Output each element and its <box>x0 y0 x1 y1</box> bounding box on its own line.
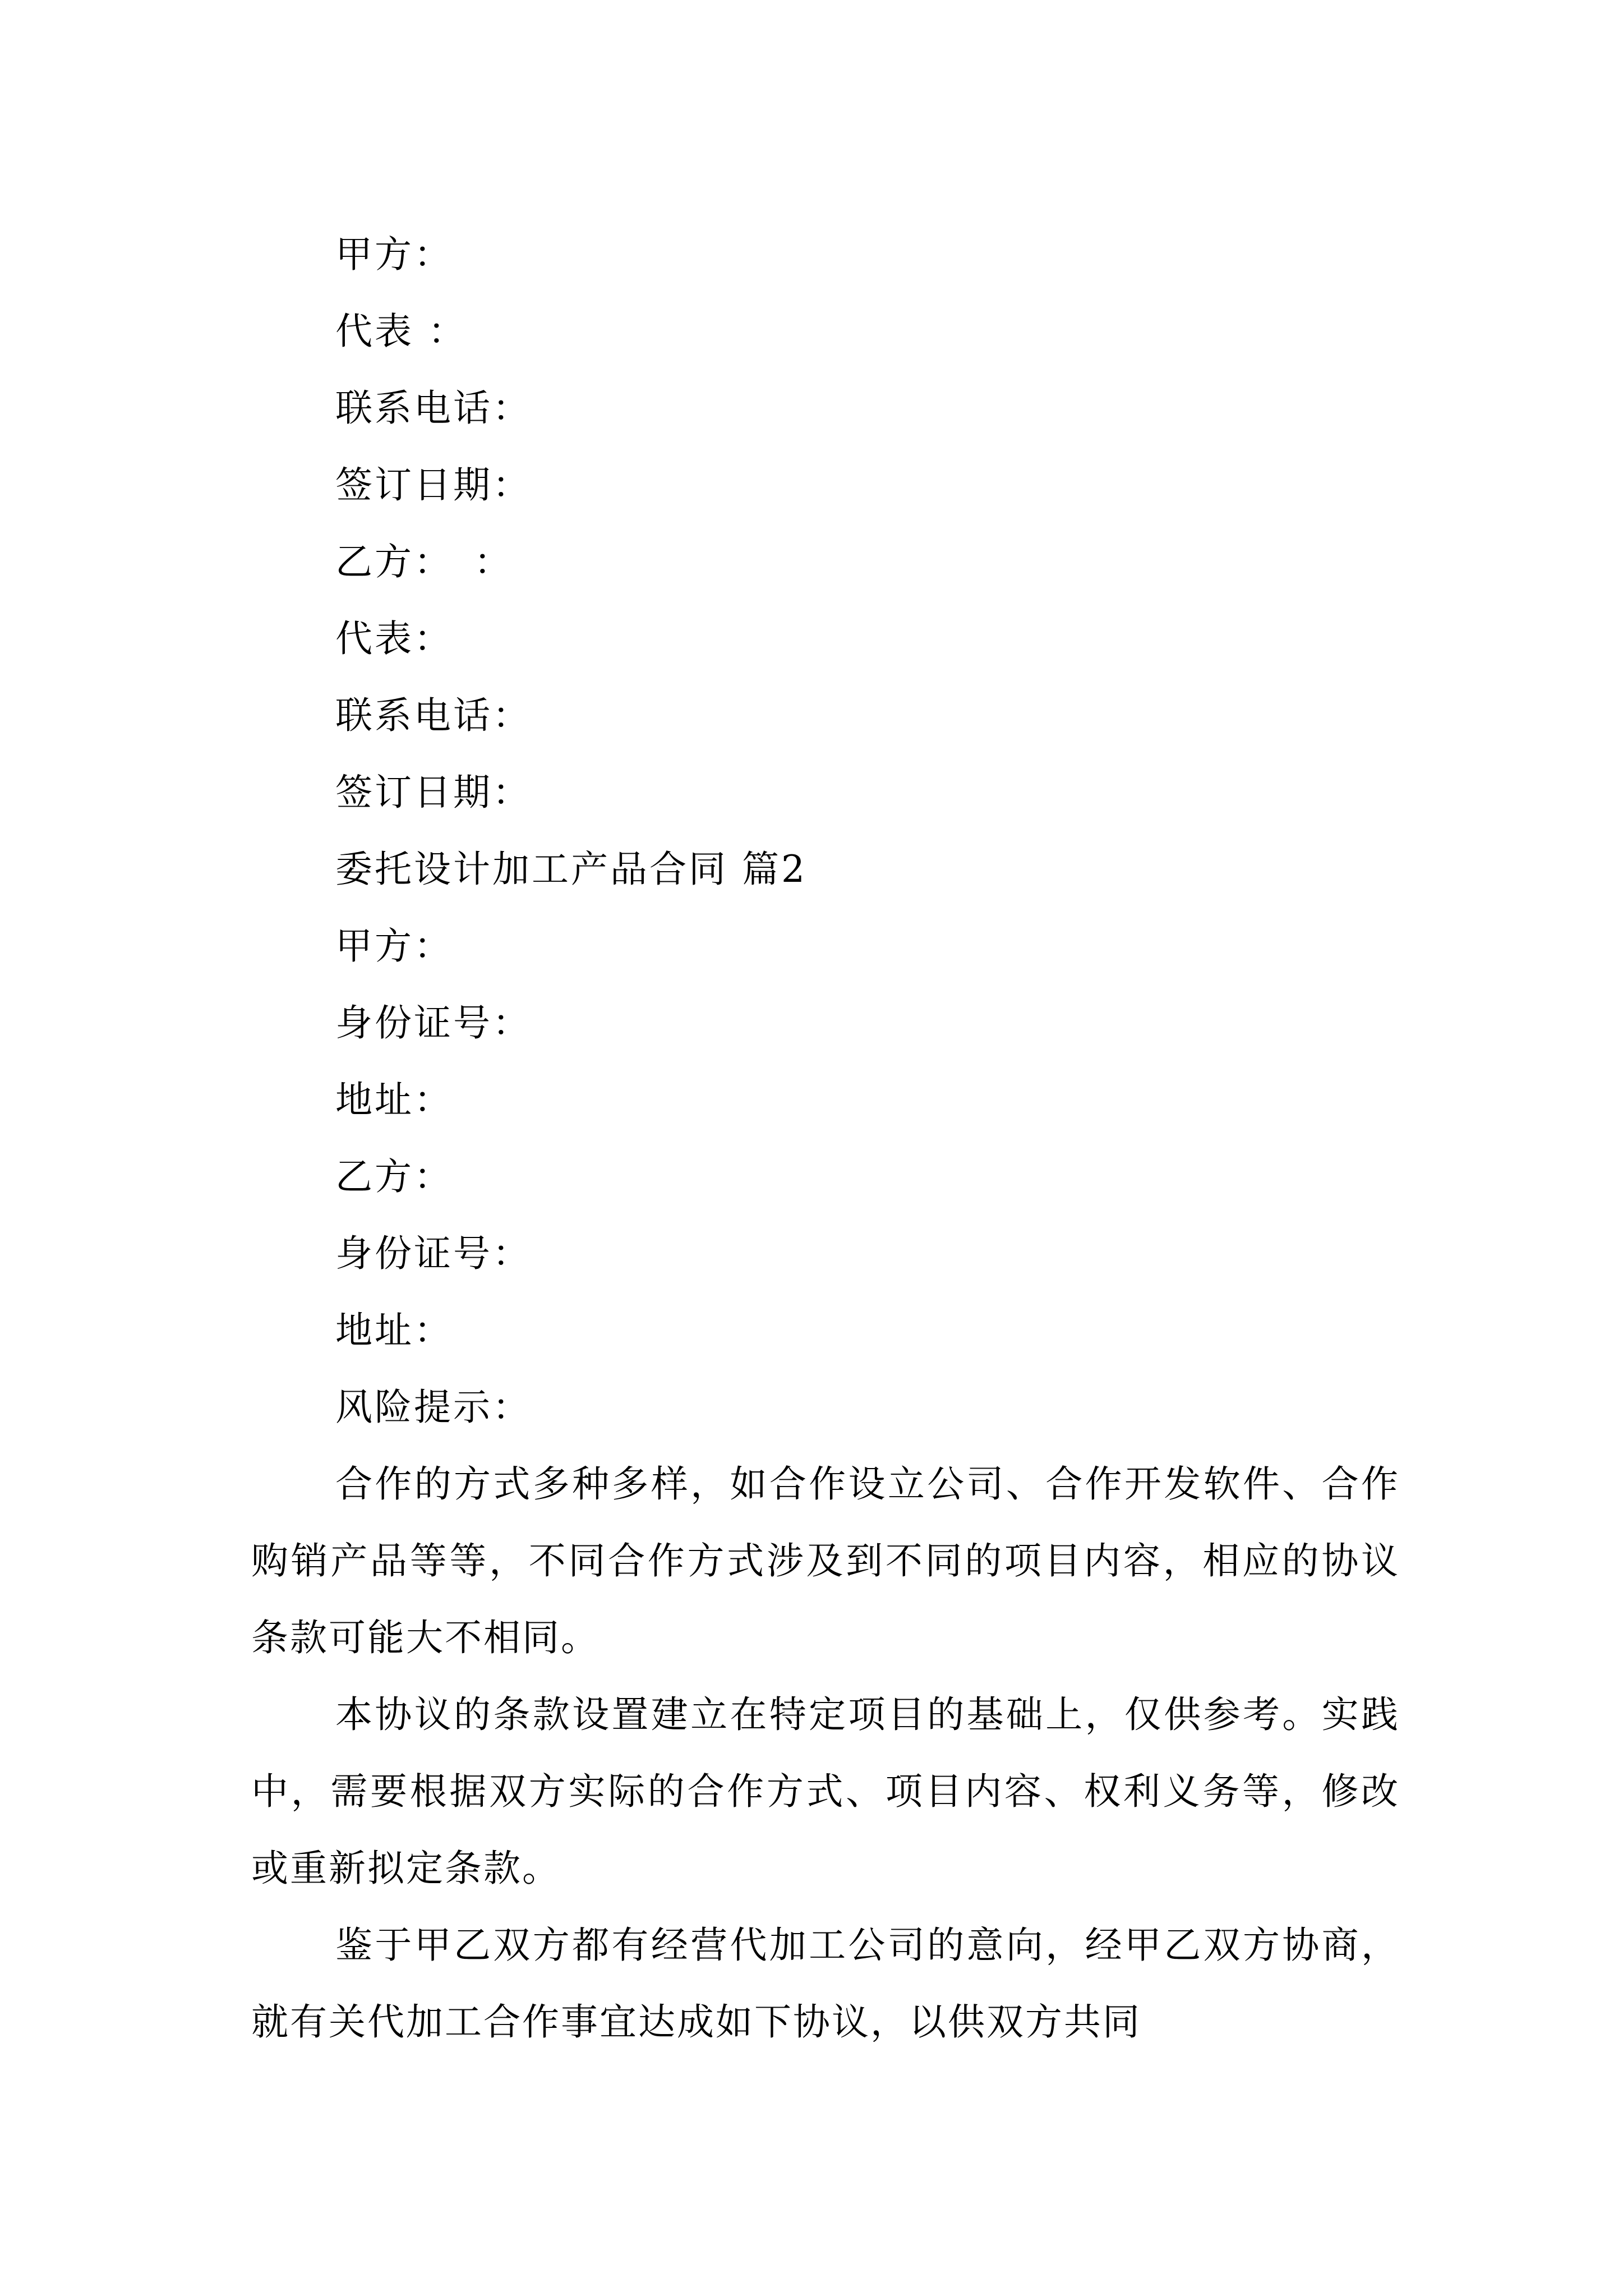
party-b-representative-label: 代表： <box>335 617 453 660</box>
agreement-preamble-paragraph: 鉴于甲乙双方都有经营代加工公司的意向，经甲乙双方协商，就有关代加工合作事宜达成如下协议，以供双方共同 <box>251 1924 1400 2044</box>
section2-party-a-address-label: 地址： <box>335 1078 453 1121</box>
section2-party-a-id-label: 身份证号： <box>335 1001 532 1045</box>
section2-party-b-label: 乙方： <box>335 1155 453 1198</box>
party-a-phone-label: 联系电话： <box>335 386 532 430</box>
document-body <box>251 216 1400 2060</box>
section2-party-b-address-label: 地址： <box>335 1309 453 1352</box>
risk-paragraph-2: 本协议的条款设置建立在特定项目的基础上，仅供参考。实践中，需要根据双方实际的合作方式、项目内容、权利义务等，修改或重新拟定条款。 <box>251 1693 1400 1890</box>
party-b-phone-label: 联系电话： <box>335 694 532 737</box>
section2-party-b-id-label: 身份证号： <box>335 1232 532 1275</box>
party-b-label: 乙方： ： <box>335 540 513 583</box>
risk-paragraph-1: 合作的方式多种多样，如合作设立公司、合作开发软件、合作购销产品等等，不同合作方式涉及到不同的项目内容，相应的协议条款可能大不相同。 <box>251 1462 1400 1659</box>
section2-party-a-label: 甲方： <box>335 924 453 968</box>
party-a-sign-date-label: 签订日期： <box>335 463 532 507</box>
risk-notice-label: 风险提示： <box>335 1386 532 1429</box>
section-title: 委托设计加工产品合同 篇2 <box>335 848 807 891</box>
party-b-sign-date-label: 签订日期： <box>335 771 532 814</box>
party-a-representative-label: 代表 ： <box>335 310 467 353</box>
party-a-label: 甲方： <box>335 233 453 276</box>
